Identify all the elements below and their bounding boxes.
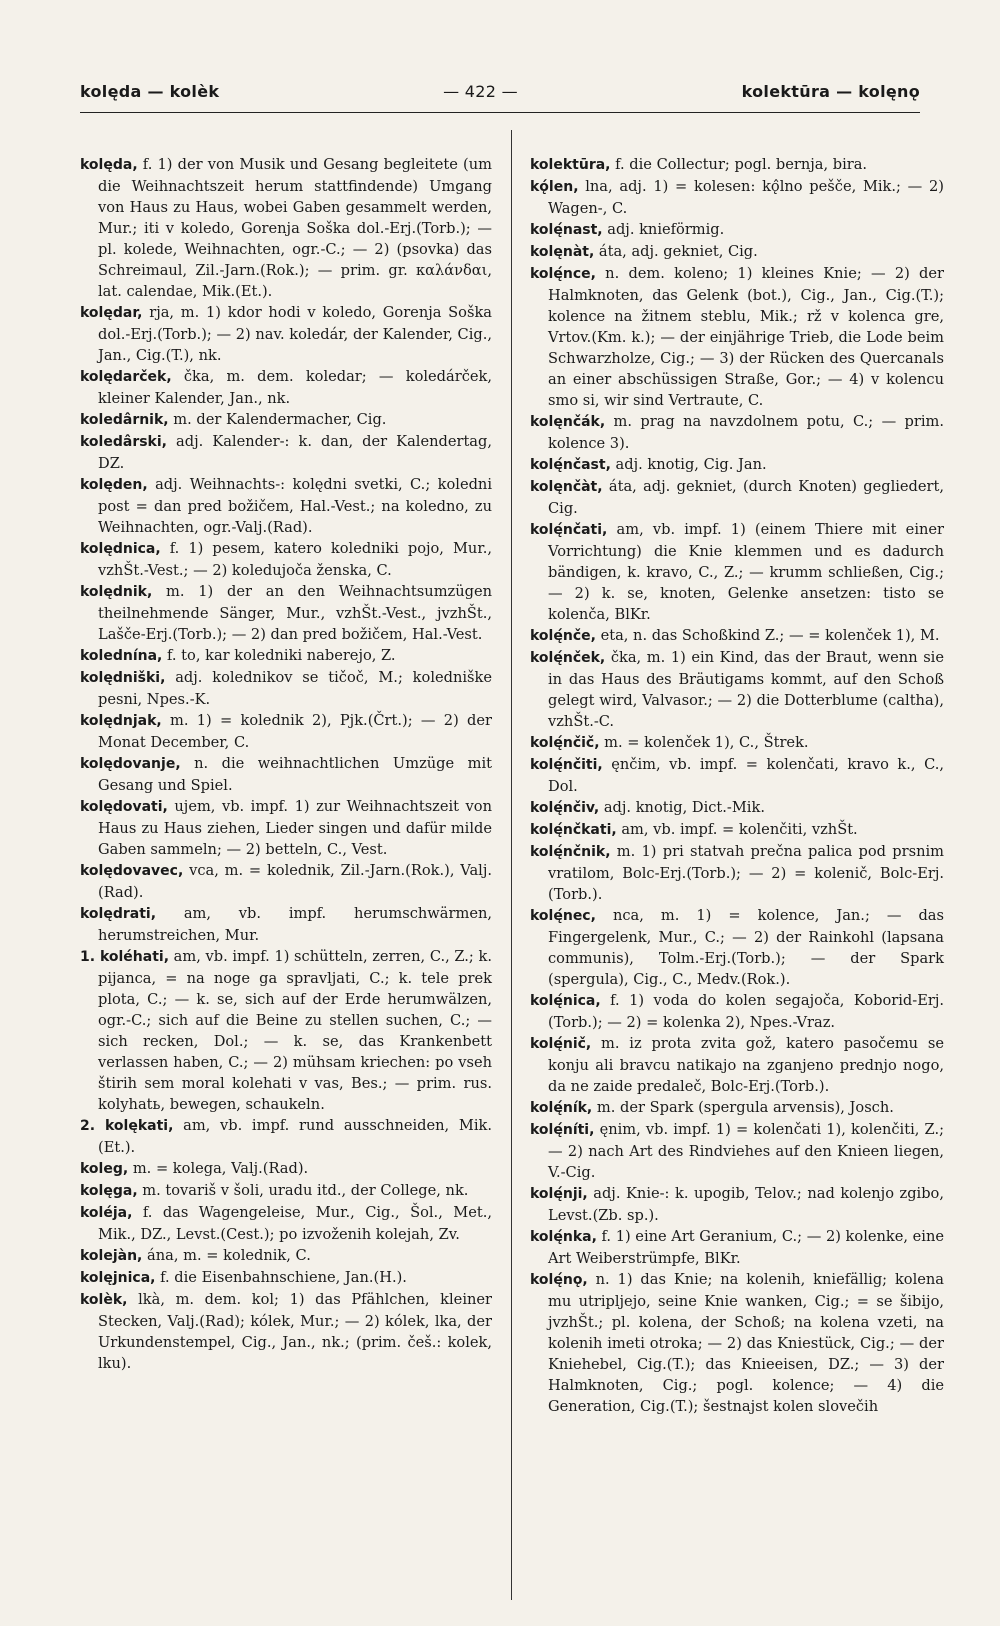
entry-headword: kolę́nčiti, (530, 757, 603, 773)
entry-definition: adj. knotig, Cig. Jan. (610, 456, 767, 473)
entry-headword: kolednína, (80, 648, 163, 664)
header-left-guide-words: kolęda — kolèk (80, 82, 220, 101)
entry-headword: kolędar, (80, 305, 143, 321)
entry-definition: f. 1) eine Art Geranium, C.; — 2) kolenke, eine Art Weiberstrümpfe, BlKr. (548, 1228, 944, 1267)
dictionary-entry (80, 1289, 492, 1374)
dictionary-entry (80, 474, 492, 538)
entry-headword: kolędnjak, (80, 713, 162, 729)
entry-headword: koleg, (80, 1161, 129, 1177)
entry-headword: kolę́níti, (530, 1122, 595, 1138)
entry-definition: áta, adj. gekniet, (durch Knoten) gegliedert, Cig. (548, 478, 944, 517)
entry-definition: adj. knieförmig. (602, 221, 725, 238)
entry-headword: koléja, (80, 1205, 133, 1221)
entry-definition: eta, n. das Schoßkind Z.; — = kolenček 1), M. (595, 627, 940, 644)
dictionary-entry (80, 431, 492, 474)
dictionary-entry (80, 581, 492, 645)
header-rule (80, 112, 920, 113)
entry-definition: m. tovariš v šoli, uradu itd., der College, nk. (137, 1182, 469, 1199)
entry-definition: m. iz prota zvita gož, katero pasočemu se konju ali bravcu natikajo na zganjeno prednjo nogo, da ne zaide predaleč, Bolc-Erj.(Torb.). (548, 1035, 944, 1095)
dictionary-entry (530, 241, 944, 263)
dictionary-entry (530, 754, 944, 797)
dictionary-entry (530, 990, 944, 1033)
running-header (80, 82, 920, 101)
dictionary-entry (530, 841, 944, 905)
entry-headword: kolę́nji, (530, 1186, 588, 1202)
dictionary-entry (80, 796, 492, 860)
dictionary-entry (530, 454, 944, 476)
entry-definition: lna, adj. 1) = kolesen: kǫ̂lno pešče, Mik.; — 2) Wagen-, C. (548, 178, 944, 217)
entry-headword: kolęjnica, (80, 1270, 156, 1286)
dictionary-entry (80, 1158, 492, 1180)
entry-definition: ujem, vb. impf. 1) zur Weihnachtszeit von Haus zu Haus ziehen, Lieder singen und dafür milde Gaben sammeln; — 2) betteln, C., Vest. (98, 798, 492, 858)
entry-definition: adj. Knie-: k. upogib, Telov.; nad kolenjo zgibo, Levst.(Zb. sp.). (548, 1185, 944, 1224)
dictionary-entry (530, 411, 944, 454)
dictionary-entry (530, 819, 944, 841)
entry-headword: kolektūra, (530, 157, 611, 173)
entry-definition: am, vb. impf. rund ausschneiden, Mik.(Et.). (98, 1117, 492, 1156)
entry-headword: kolęga, (80, 1183, 138, 1199)
entry-definition: m. = kolenček 1), C., Štrek. (599, 734, 809, 751)
entry-definition: f. 1) pesem, katero koledniki pojo, Mur., vzhŠt.-Vest.; — 2) koledujoča ženska, C. (98, 540, 492, 579)
column-divider (511, 130, 512, 1600)
dictionary-entry (80, 645, 492, 667)
entry-definition: vca, m. = kolednik, Zil.-Jarn.(Rok.), Valj.(Rad). (98, 862, 492, 901)
entry-headword: kolęnčàt, (530, 479, 603, 495)
entry-headword: kolędnica, (80, 541, 161, 557)
dictionary-entry (530, 797, 944, 819)
entry-headword: kolędniški, (80, 670, 166, 686)
entry-definition: m. der Kalendermacher, Cig. (168, 411, 387, 428)
right-column (530, 154, 944, 1417)
dictionary-entry (530, 647, 944, 732)
entry-definition: f. to, kar koledniki naberejo, Z. (162, 647, 396, 664)
entry-headword: kolę́nčiv, (530, 800, 600, 816)
dictionary-entry (80, 903, 492, 946)
entry-headword: kolę́nčnik, (530, 844, 611, 860)
entry-definition: m. = kolega, Valj.(Rad). (128, 1160, 309, 1177)
dictionary-entry (530, 154, 944, 176)
page-number: — 422 — (443, 82, 518, 101)
entry-definition: rja, m. 1) kdor hodi v koledo, Gorenja Soška dol.-Erj.(Torb.); — 2) nav. koledár, der Kalender, Cig., Jan., Cig.(T.), nk. (98, 304, 492, 364)
entry-headword: kolę́nček, (530, 650, 606, 666)
entry-definition: áta, adj. gekniet, Cig. (594, 243, 758, 260)
left-column (80, 154, 492, 1374)
entry-definition: m. 1) = kolednik 2), Pjk.(Črt.); — 2) der Monat December, C. (98, 712, 492, 751)
dictionary-entry (80, 710, 492, 753)
dictionary-entry (530, 519, 944, 625)
entry-definition: f. das Wagengeleise, Mur., Cig., Šol., Met., Mik., DZ., Levst.(Cest.); po izvoženih kolejah, Zv. (98, 1204, 492, 1243)
dictionary-entry (80, 753, 492, 796)
entry-headword: kolę́nce, (530, 266, 596, 282)
entry-definition: adj. kolednikov se tičoč, M.; koledniške pesni, Npes.-K. (98, 669, 492, 708)
entry-definition: f. 1) der von Musik und Gesang begleitete (um die Weihnachtszeit herum stattfindende) Umgang von Haus zu Haus, wobei Gaben gesammelt werden, Mur.; iti v koledo, Gorenja Soška dol.-Erj.(Torb.); — pl. kolede, Weihnachten, ogr.-C.; — 2) (psovka) das Schreimaul, Zil.-Jarn.(Rok.); — prim. gr. καλάνδαι, lat. calendae, Mik.(Et.). (98, 156, 492, 300)
entry-headword: kolę́nica, (530, 993, 601, 1009)
dictionary-entry (530, 1119, 944, 1183)
dictionary-entry (530, 1033, 944, 1097)
entry-headword: kolę́nast, (530, 222, 603, 238)
entry-headword: kǫ́len, (530, 179, 579, 195)
entry-headword: kolędrati, (80, 906, 157, 922)
dictionary-entry (80, 1180, 492, 1202)
entry-definition: n. dem. koleno; 1) kleines Knie; — 2) der Halmknoten, das Gelenk (bot.), Cig., Jan., Cig.(T.); kolence na žitnem steblu, Mik.; rž v kolenca gre, Vrtov.(Km. k.); — der einjährige Trieb, die Lode beim Schwarzholze, Cig.; — 3) der Rücken des Quercanals an einer abschüssigen Straße, Gor.; — 4) v kolencu smo si, wir sind Vertraute, C. (548, 265, 944, 409)
entry-definition: f. die Eisenbahnschiene, Jan.(H.). (155, 1269, 407, 1286)
dictionary-entry (80, 1202, 492, 1245)
dictionary-entry (530, 476, 944, 519)
dictionary-entry (80, 538, 492, 581)
entry-headword: 1. koléhati, (80, 949, 170, 965)
entry-definition: adj. knotig, Dict.-Mik. (599, 799, 765, 816)
dictionary-entry (80, 1245, 492, 1267)
entry-definition: m. 1) pri statvah prečna palica pod prsnim vratilom, Bolc-Erj.(Torb.); — 2) = kolenič, Bolc-Erj.(Torb.). (548, 843, 944, 903)
entry-headword: kolę́nčati, (530, 522, 608, 538)
entry-definition: am, vb. impf. herumschwärmen, herumstreichen, Mur. (98, 905, 492, 944)
header-right-guide-words: kolektūra — kolęnǫ (741, 82, 920, 101)
entry-headword: kolęden, (80, 477, 148, 493)
entry-headword: kolędovanje, (80, 756, 181, 772)
entry-definition: n. 1) das Knie; na kolenih, kniefällig; kolena mu utripljejo, seine Knie wanken, Cig.; = se šibijo, jvzhŠt.; pl. kolena, der Schoß; na kolena vzeti, na kolenih imeti otroka; — 2) das Kniestück, Cig.; — der Kniehebel, Cig.(T.); das Knieeisen, DZ.; — 3) der Halmknoten, Cig.; pogl. kolence; — 4) die Generation, Cig.(T.); šestnajst kolen slovečih (548, 1271, 944, 1415)
entry-headword: kolę́nče, (530, 628, 596, 644)
entry-headword: kolę́nčast, (530, 457, 611, 473)
entry-headword: kolę́nčkati, (530, 822, 617, 838)
entry-definition: lkà, m. dem. kol; 1) das Pfählchen, kleiner Stecken, Valj.(Rad); kólek, Mur.; — 2) kólek, lka, der Urkundenstempel, Cig., Jan., nk.; (prim. češ.: kolek, lku). (98, 1291, 492, 1372)
entry-definition: am, vb. impf. = kolenčiti, vzhŠt. (616, 821, 858, 838)
entry-definition: am, vb. impf. 1) (einem Thiere mit einer Vorrichtung) die Knie klemmen und es dadurch bändigen, k. kravo, C., Z.; — krumm schließen, Cig.; — 2) k. se, knoten, Gelenke ansetzen: tisto se kolenča, BlKr. (548, 521, 944, 623)
dictionary-entry (80, 1115, 492, 1158)
dictionary-entry (530, 1097, 944, 1119)
dictionary-entry (530, 219, 944, 241)
dictionary-entry (530, 1183, 944, 1226)
entry-definition: ána, m. = kolednik, C. (142, 1247, 311, 1264)
entry-definition: adj. Weihnachts-: kolędni svetki, C.; koledni post = dan pred božičem, Hal.-Vest.; na koledno, zu Weihnachten, ogr.-Valj.(Rad). (98, 476, 492, 536)
entry-headword: koledârski, (80, 434, 167, 450)
entry-headword: kolędnik, (80, 584, 153, 600)
dictionary-entry (80, 946, 492, 1115)
entry-definition: f. die Collectur; pogl. bernja, bira. (610, 156, 868, 173)
entry-definition: f. 1) voda do kolen segajoča, Koborid-Erj.(Torb.); — 2) = kolenka 2), Npes.-Vraz. (548, 992, 944, 1031)
dictionary-entry (80, 302, 492, 366)
entry-headword: kolęda, (80, 157, 138, 173)
dictionary-entry (80, 667, 492, 710)
entry-headword: kolę́nec, (530, 908, 596, 924)
entry-headword: kolęnčák, (530, 414, 606, 430)
entry-headword: koledârnik, (80, 412, 169, 428)
entry-definition: čka, m. 1) ein Kind, das der Braut, wenn sie in das Haus des Bräutigams kommt, auf den Schoß gelegt wird, Valvasor.; — 2) die Dotterblume (caltha), vzhŠt.-C. (548, 649, 944, 730)
dictionary-entry (530, 176, 944, 219)
entry-headword: kolędovati, (80, 799, 168, 815)
dictionary-entry (530, 905, 944, 990)
entry-headword: kolędovavec, (80, 863, 184, 879)
dictionary-entry (80, 409, 492, 431)
entry-definition: am, vb. impf. 1) schütteln, zerren, C., Z.; k. pijanca, = na noge ga spravljati, C.; k. tele prek plota, C.; — k. se, sich auf der Erde herumwälzen, ogr.-C.; sich auf die Beine zu stellen suchen, C.; — sich recken, Dol.; — k. se, das Krankenbett verlassen haben, C.; — 2) mühsam kriechen: po vseh štirih sem moral kolehati v vas, Bes.; — prim. rus. kolyhatь, bewegen, schaukeln. (98, 948, 492, 1113)
dictionary-entry (80, 860, 492, 903)
entry-definition: ęnčim, vb. impf. = kolenčati, kravo k., C., Dol. (548, 756, 944, 795)
entry-headword: kolę́ník, (530, 1100, 593, 1116)
entry-headword: kolejàn, (80, 1248, 143, 1264)
dictionary-entry (530, 625, 944, 647)
entry-headword: kolędarček, (80, 369, 172, 385)
dictionary-entry (80, 154, 492, 302)
entry-definition: čka, m. dem. koledar; — koledárček, kleiner Kalender, Jan., nk. (98, 368, 492, 407)
entry-headword: kolę́nčič, (530, 735, 600, 751)
entry-definition: ęnim, vb. impf. 1) = kolenčati 1), kolenčiti, Z.; — 2) nach Art des Rindviehes auf den Knieen liegen, V.-Cig. (548, 1121, 944, 1181)
dictionary-entry (530, 1226, 944, 1269)
dictionary-entry (530, 1269, 944, 1417)
entry-headword: kolèk, (80, 1292, 128, 1308)
entry-definition: m. 1) der an den Weihnachtsumzügen theilnehmende Sänger, Mur., vzhŠt.-Vest., jvzhŠt., Lašče-Erj.(Torb.); — 2) dan pred božičem, Hal.-Vest. (98, 583, 492, 643)
entry-definition: m. prag na navzdolnem potu, C.; — prim. kolence 3). (548, 413, 944, 452)
entry-headword: kolę́nǫ, (530, 1272, 588, 1288)
dictionary-entry (80, 366, 492, 409)
entry-definition: n. die weihnachtlichen Umzüge mit Gesang und Spiel. (98, 755, 492, 794)
dictionary-entry (530, 732, 944, 754)
dictionary-entry (80, 1267, 492, 1289)
entry-definition: nca, m. 1) = kolence, Jan.; — das Fingergelenk, Mur., C.; — 2) der Rainkohl (lapsana communis), Tolm.-Erj.(Torb.); — der Spark (spergula), Cig., C., Medv.(Rok.). (548, 907, 944, 988)
dictionary-entry (530, 263, 944, 411)
entry-headword: kolę́nka, (530, 1229, 597, 1245)
entry-headword: kolęnàt, (530, 244, 595, 260)
entry-headword: 2. kolękati, (80, 1118, 174, 1134)
entry-definition: adj. Kalender-: k. dan, der Kalendertag, DZ. (98, 433, 492, 472)
entry-definition: m. der Spark (spergula arvensis), Josch. (592, 1099, 894, 1116)
entry-headword: kolę́nič, (530, 1036, 592, 1052)
